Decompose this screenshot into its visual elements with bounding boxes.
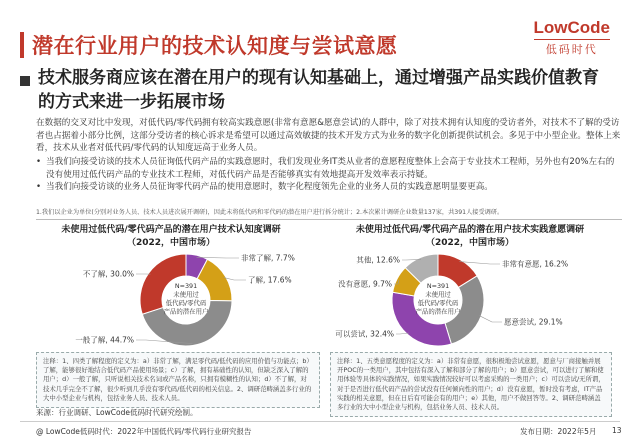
left-chart-title-line2: （2022，中国市场）	[126, 238, 216, 248]
page-number: 13	[612, 426, 622, 435]
leader-line-1	[479, 316, 502, 322]
center-label-line: 产品的潜在用户	[415, 307, 461, 316]
right-donut-chart	[330, 252, 610, 348]
footer-divider	[20, 421, 620, 422]
left-donut-chart	[36, 252, 306, 348]
center-label-line: 产品的潜在用户	[163, 307, 209, 316]
slice-label-2: 可以尝试, 32.4%	[335, 329, 394, 339]
slice-label-0: 非常了解, 7.7%	[241, 253, 295, 263]
brand-logo	[534, 18, 611, 57]
page-title: 潜在行业用户的技术认知度与尝试意愿	[32, 34, 398, 58]
bullet-list	[36, 156, 622, 194]
subheading-square-icon	[20, 76, 30, 86]
bullet-item: • 当我们向接受访谈的业务人员征询零代码产品的使用意愿时，数字化程度领先企业的业务人员的实践意愿明显要更高。	[36, 181, 622, 194]
bullet-item: • 当我们向接受访谈的技术人员征询低代码产品的实践意愿时，我们发现业务IT类从业者的意愿程度整体上会高于专业技术工程师，另外也有20%左右的没有使用过低代码产品的专业技术工程师，对低代码产品是否能够真实有效地提高开发效率表示持疑。	[36, 156, 622, 181]
center-label-line: 未使用过	[173, 290, 199, 299]
center-sample-size: N=391	[174, 282, 198, 290]
left-chart-title	[36, 224, 306, 250]
center-label-line: 低代码/零代码	[417, 299, 459, 307]
left-chart-note: 注释：1、四类了解程度的定义为：a）非常了解，满足零代码/低代码的应用价值与功能点；b）了解，能够很好地结合低代码产品使用场景；c）了解，拥有基础性的认知，但缺乏深入了解的用户；d）一般了解，只听说相关技术名词或产品名称，只拥有模糊性的认知；d）不了解，对技术几乎完全不了解，很少听到几乎没有零代码/低代码的相关信息。2、调研范畴涵盖多行业的大中小型企业与机构，包括业务人员、技术人员。	[36, 352, 320, 408]
slice-label-2: 一般了解, 44.7%	[75, 335, 134, 345]
subheading: 技术服务商应该在潜在用户的现有认知基础上，通过增强产品实践价值教育的方式来进一步拓展市场	[38, 68, 599, 112]
logo-subtitle: 低码时代	[534, 39, 611, 57]
footer-copyright: @ LowCode低码时代：2022年中国低代码/零代码行业研究报告	[36, 427, 252, 436]
right-chart-title-line2: （2022，中国市场）	[425, 238, 515, 248]
footer-date: 发布日期：2022年5月	[520, 427, 597, 436]
slice-label-4: 其他, 12.6%	[356, 255, 400, 265]
right-chart-title-line1: 未使用过低代码/零代码产品的潜在用户技术实践意愿调研	[355, 225, 585, 235]
logo-wordmark: LowCode	[533, 18, 610, 37]
left-chart-title-line1: 未使用过低代码/零代码产品的潜在用户技术认知度调研	[61, 225, 281, 235]
slice-label-0: 非常有意愿, 16.2%	[502, 259, 569, 269]
right-chart-note: 注释：1、五类意愿程度的定义为：a）非常有意愿，很积极地尝试意愿，愿意与厂商接触并展开POC的一类用户，其中包括有深入了解和部分了解的用户；b）愿意尝试，可以进行了解和使用体验等具体的实践情况，如果实践情况较好可以考虑采购的一类用户；c）可以尝试/无所谓，对于是否进行低代码产品的尝试没有任何倾向性的用户；d）没有意愿，暂时没有考虑，IT产品实践的相关意愿，但在日后有可能会有的用户；e）其他，用户不做回答等。2、调研范畴涵盖多行业的大中小型企业与机构，包括业务人员、技术人员。	[330, 352, 612, 417]
slice-label-1: 了解, 17.6%	[248, 275, 292, 285]
center-sample-size: N=391	[426, 282, 450, 290]
center-label-line: 未使用过	[425, 290, 451, 299]
slice-label-3: 不了解, 30.0%	[82, 269, 134, 279]
center-label-line: 低代码/零代码	[165, 299, 207, 307]
source-line: 来源：行业调研、LowCode低码时代研究绘制。	[36, 408, 198, 417]
intro-paragraph: 在数据的交叉对比中发现，对低代码/零代码拥有较高实践意愿(非常有意愿&愿意尝试)的人群中，除了对技术拥有认知度的受访者外，对技术不了解的受访者也占据着小部分比例，这部分受访者的核心诉求是希望可以通过高效敏捷的技术开发方式为业务的数字化创新提供试机会。多见于中小型企业。整体上来看，技术从业者对低代码/零代码的认知度远高于业务人员。	[36, 118, 621, 153]
slice-label-3: 没有意愿, 9.7%	[338, 279, 392, 289]
slice-label-1: 愿意尝试, 29.1%	[504, 317, 563, 327]
survey-footnote: 1.我们以企业为单位(分别对业务人员、技术人员进次展开调研)，因此未将低代码和零代码的潜在用户进行拆分统计；2.本次累计调研企业数量137家，共391人接受调研。	[36, 207, 622, 220]
right-chart-title	[330, 224, 610, 250]
title-accent-bar	[20, 32, 24, 58]
